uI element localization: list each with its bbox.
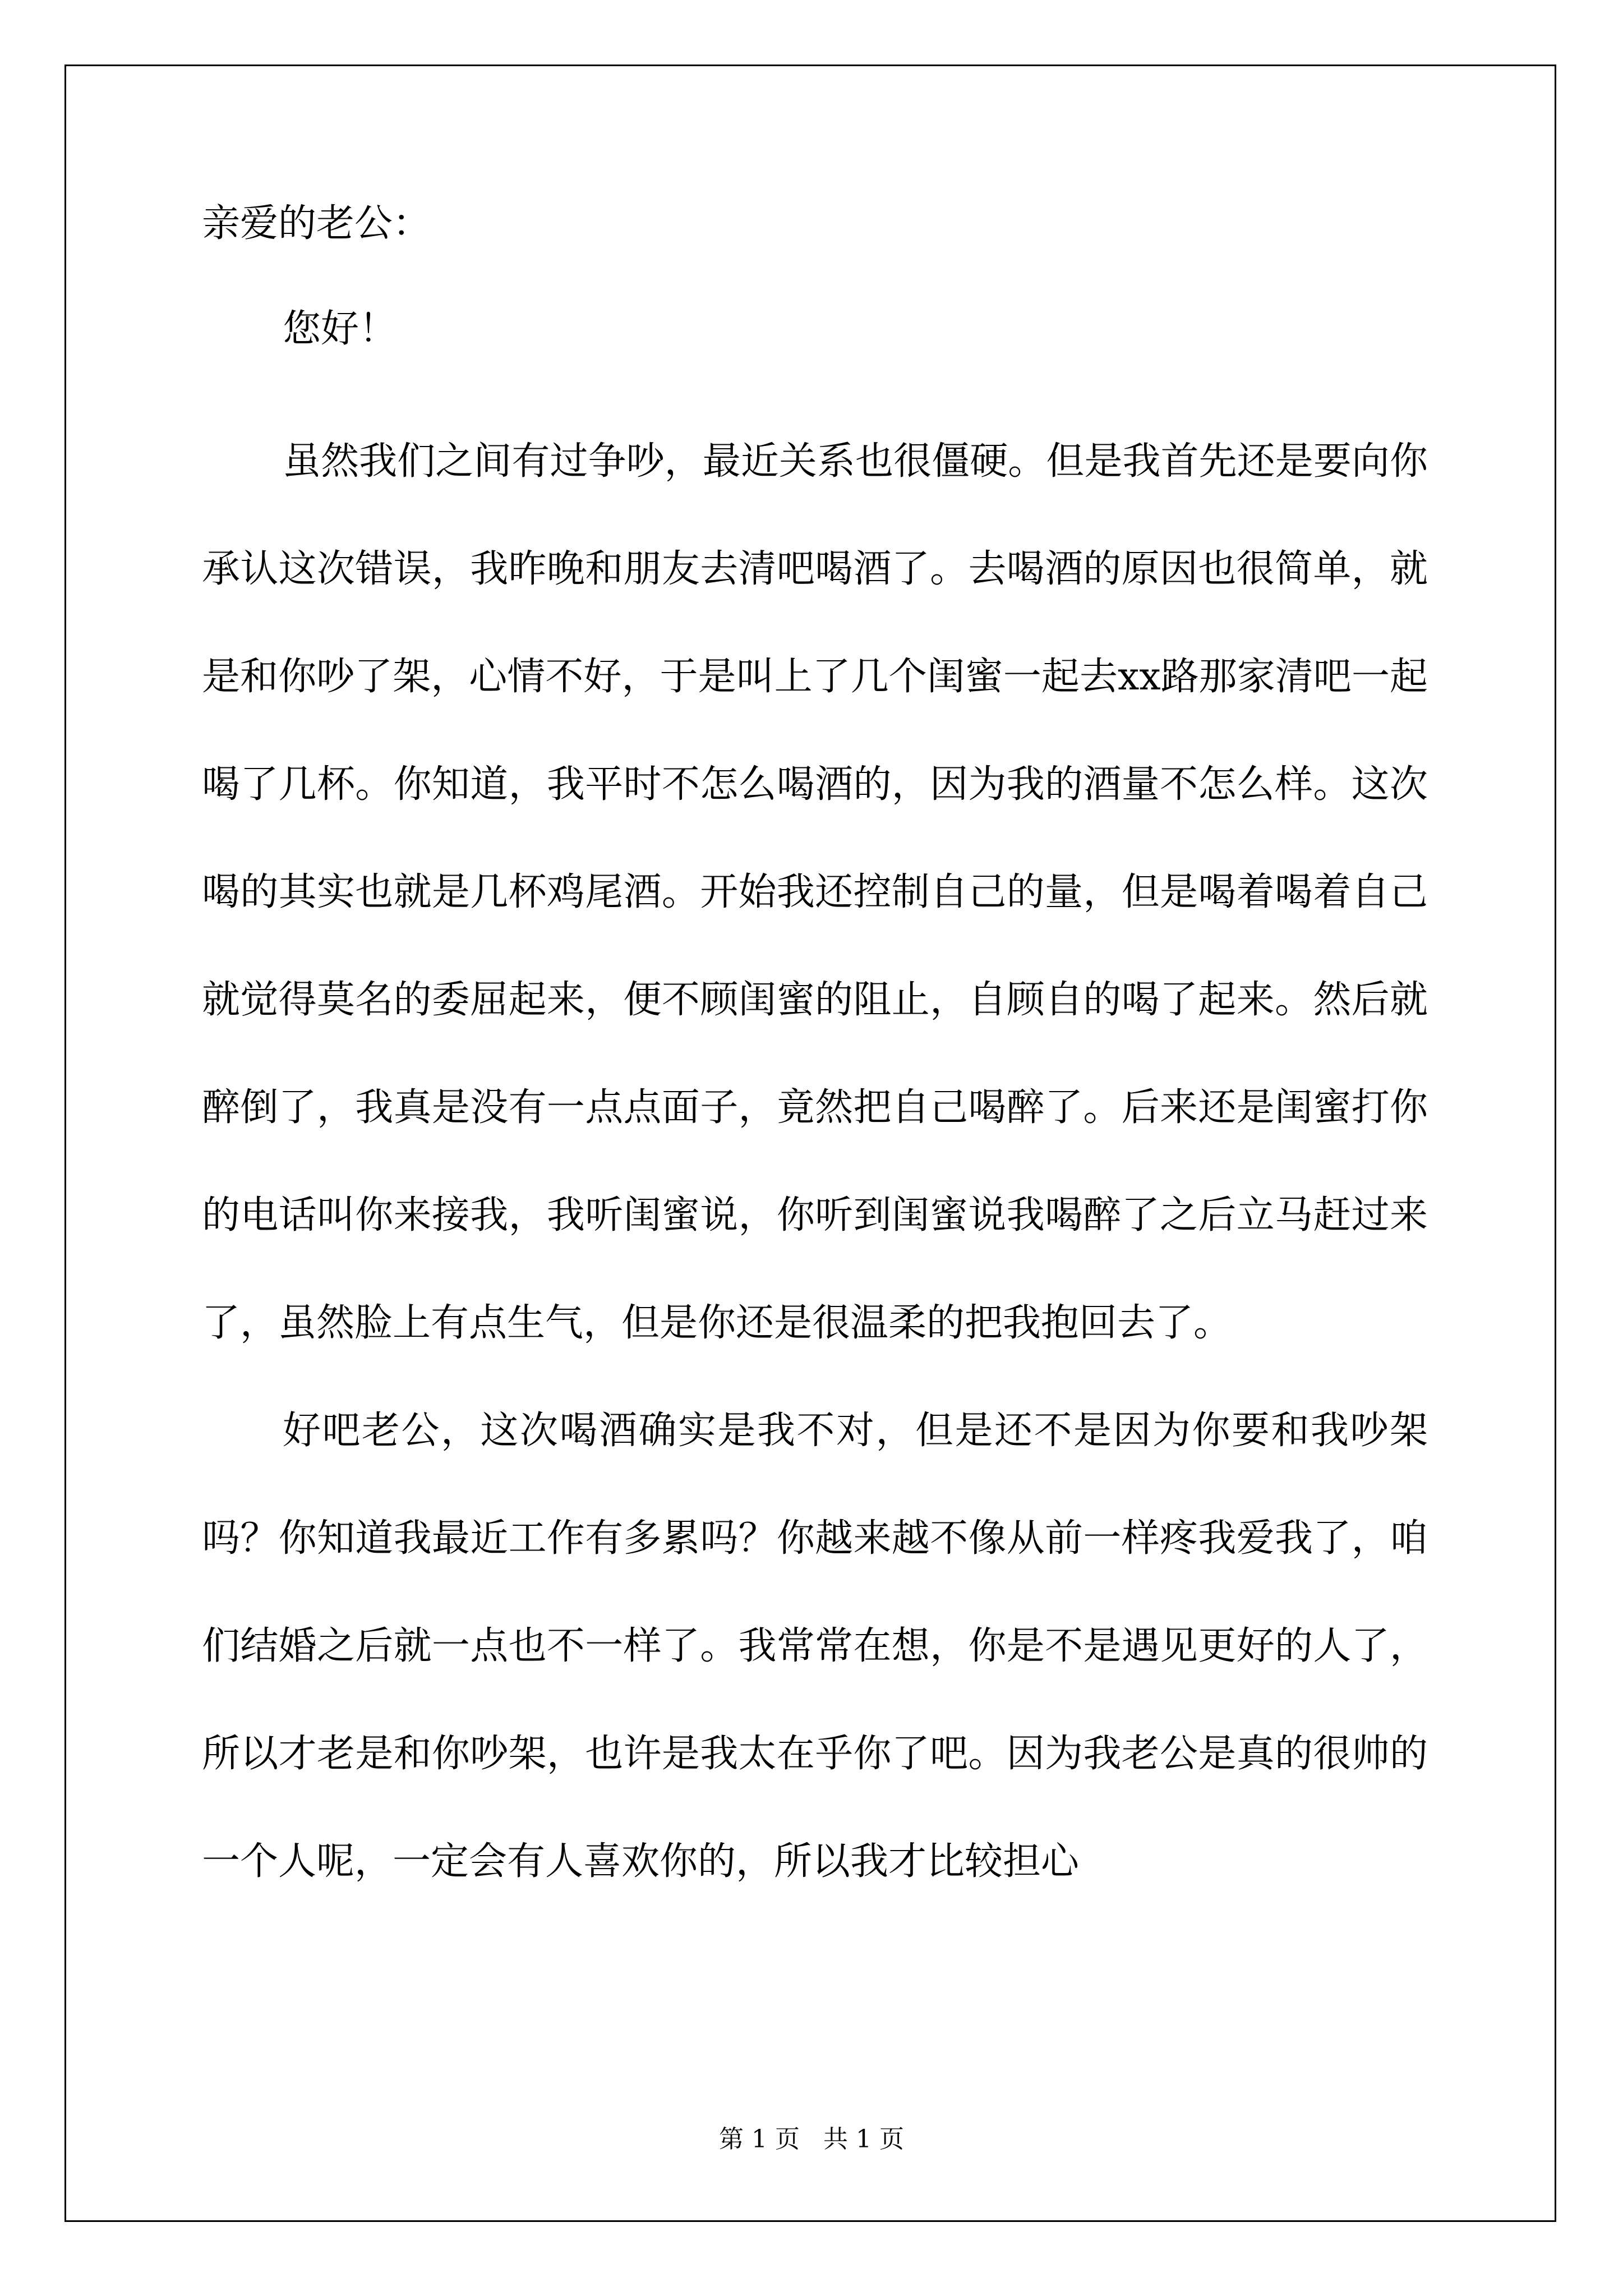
greeting: 您好！: [283, 307, 398, 351]
salutation: 亲爱的老公：: [202, 201, 431, 246]
paragraph-1: 虽然我们之间有过争吵，最近关系也很僵硬。但是我首先还是要向你承认这次错误，我昨晚和朋友去清吧喝酒了。去喝酒的原因也很简单，就是和你吵了架，心情不好，于是叫上了几个闺蜜一起去xx路那家清吧一起喝了几杯。你知道，我平时不怎么喝酒的，因为我的酒量不怎么样。这次喝的其实也就是几杯鸡尾酒。开始我还控制自己的量，但是喝着喝着自己就觉得莫名的委屈起来，便不顾闺蜜的阻止，自顾自的喝了起来。然后就醉倒了，我真是没有一点点面子，竟然把自己喝醉了。后来还是闺蜜打你的电话叫你来接我，我听闺蜜说，你听到闺蜜说我喝醉了之后立马赶过来了，虽然脸上有点生气，但是你还是很温柔的把我抱回去了。: [202, 439, 1428, 1345]
page-number-footer: 第 1 页 共 1 页: [719, 2125, 904, 2154]
paragraph-2: 好吧老公，这次喝酒确实是我不对，但是还不是因为你要和我吵架吗？你知道我最近工作有多累吗？你越来越不像从前一样疼我爱我了，咱们结婚之后就一点也不一样了。我常常在想，你是不是遇见更好的人了，所以才老是和你吵架，也许是我太在乎你了吧。因为我老公是真的很帅的一个人呢，一定会有人喜欢你的，所以我才比较担心: [202, 1409, 1428, 1884]
letter-body: [202, 199, 1428, 1916]
